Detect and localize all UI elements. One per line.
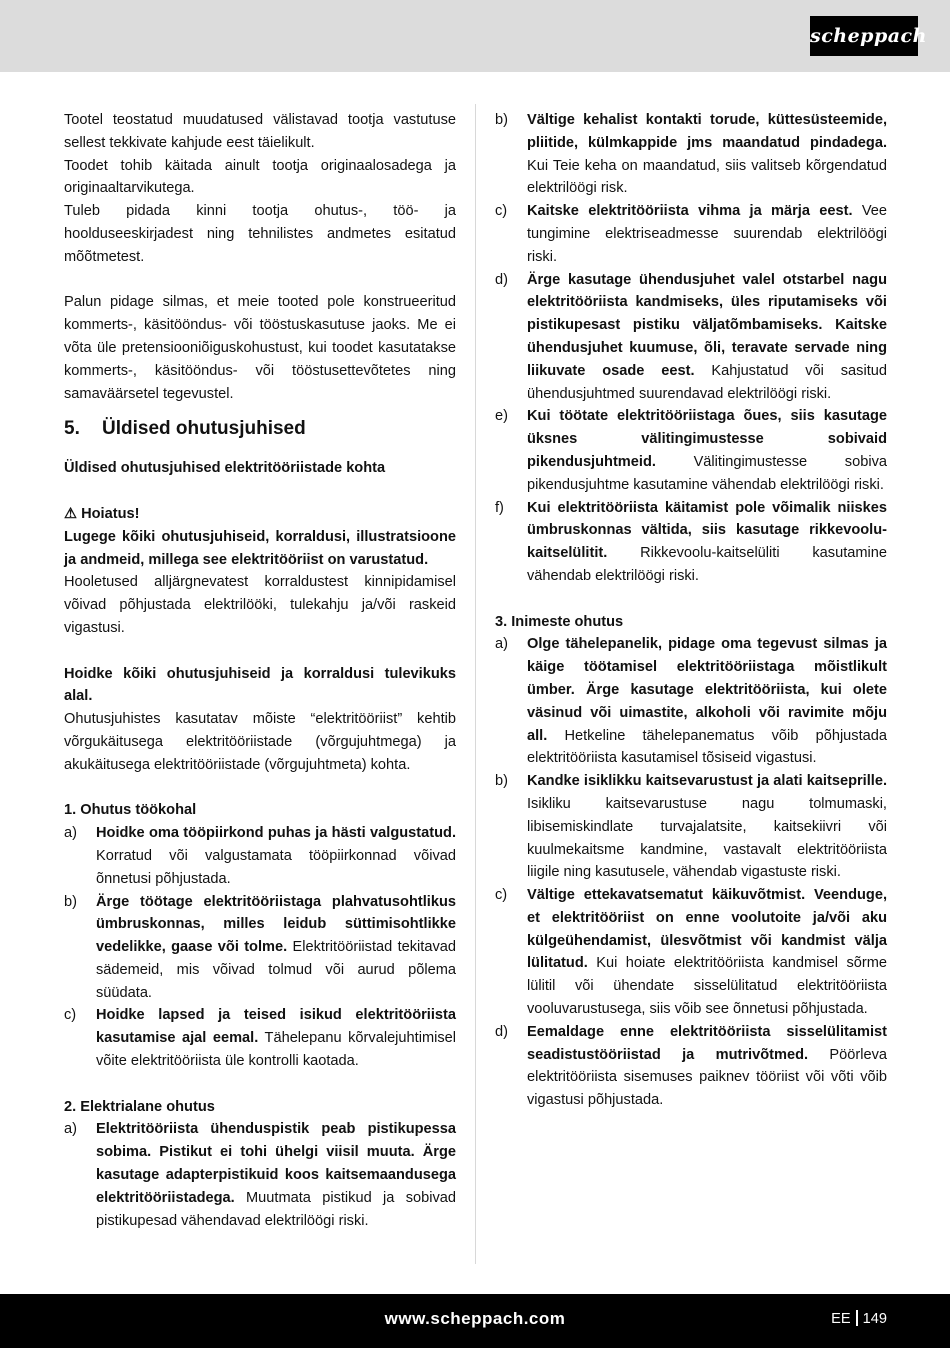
keep-instructions-bold: Hoidke kõiki ohutusjuhiseid ja korraldusi tulevikuks alal. xyxy=(64,665,456,705)
column-divider xyxy=(475,104,476,1264)
header-bar xyxy=(0,0,950,72)
keep-instructions-text: Ohutusjuhistes kasutatav mõiste “elektritööriist” kehtib võrgukäitusega elektritööriistade (võrgujuhtmega) ja akukäitusega elektritööriistade (võrgujuhtmeta) kohta. xyxy=(64,711,456,773)
page-number: 149 xyxy=(862,1311,887,1327)
list-item: d) Ärge kasutage ühendusjuhet valel otstarbel nagu elektritööriista kandmiseks, üles riputamiseks või pistikupesast pistiku väljatõmbamiseks. Kaitske ühendusjuhet kuumuse, õli, teravate servade ning liikuvate osade eest. Kahjustatud või sasitud ühendusjuhtmed suurendavad elektrilöögi riski. xyxy=(495,271,887,402)
left-column xyxy=(64,109,456,1232)
footer-bar xyxy=(0,1294,950,1348)
website-link[interactable]: www.scheppach.com xyxy=(384,1309,566,1328)
notice-paragraph: Palun pidage silmas, et meie tooted pole konstrueeritud kommerts-, käsitööndus- või tööstuskasutuse jaoks. Me ei võta üle pretensiooniõiguskohustust, kui toodet kasutatakse kommerts-, käsitööndus- või tööstusettevõtetes ning samaväärsetel tegevustel. xyxy=(64,294,456,402)
workplace-heading: 1. Ohutus töökohal xyxy=(64,802,197,819)
list-item: a) Elektritööriista ühenduspistik peab pistikupessa sobima. Pistikut ei tohi ühelgi viisil muuta. Ärge kasutage adapterpistikuid koos kaitsemaandusega elektritööriistadega. Muutmata pistikud ja sobivad pistikupesad vähendavad elektrilöögi riski. xyxy=(64,1121,456,1229)
section-heading xyxy=(64,415,456,443)
warning-text: Hooletused alljärgnevatest korraldustest kinnipidamisel võivad põhjustada elektrilööki, tulekahju ja/või raskeid vigastusi. xyxy=(64,574,456,636)
brand-logo: scheppach xyxy=(810,16,918,56)
warning-label: Hoiatus! xyxy=(81,505,140,522)
general-heading: Üldised ohutusjuhised elektritööriistade kohta xyxy=(64,460,386,477)
intro-paragraph: Toodet tohib käitada ainult tootja originaalosadega ja originaaltarvikutega. xyxy=(64,157,456,197)
list-item: a) Hoidke oma tööpiirkond puhas ja hästi valgustatud. Korratud või valgustamata tööpiirkonnad võivad õnnetusi põhjustada. xyxy=(64,825,456,887)
language-code: EE xyxy=(831,1311,851,1327)
list-item: c) Hoidke lapsed ja teised isikud elektritööriista kasutamise ajal eemal. Tähelepanu kõrvalejuhtimisel võite elektritööriista üle kontrolli kaotada. xyxy=(64,1007,457,1070)
list-item: a) Olge tähelepanelik, pidage oma tegevust silmas ja käige töötamisel elektritööriistaga mõistlikult ümber. Ärge kasutage elektritööriista, kui olete väsinud või uimastite, alkoholi või ravimite mõju all. Hetkeline tähelepanematus võib põhjustada elektritööriista kasutamisel tõsiseid vigastusi. xyxy=(495,636,887,767)
list-item: c) Vältige ettekavatsematut käikuvõtmist. Veenduge, et elektritööriist on enne voolutoite ja/või aku külgeühendamist, ülesvõtmist või kandmist välja lülitatud. Kui hoiate elektritööriista kandmisel sõrme lülitil või ühendate sisselülitatud elektritööriista vooluvarustusega, siis võib see õnnetusi põhjustada. xyxy=(495,887,887,1018)
electrical-heading: 2. Elektrialane ohutus xyxy=(64,1098,215,1115)
list-item: f) Kui elektritööriista käitamist pole võimalik niiskes ümbruskonnas vältida, siis kasutage rikkevoolu-kaitselülitit. Rikkevoolu-kaitselüliti kasutamine vähendab elektrilöögi riski. xyxy=(495,499,887,584)
right-column xyxy=(495,109,887,1112)
warning-bold-text: Lugege kõiki ohutusjuhiseid, korraldusi, illustratsioone ja andmeid, millega see elektritööriist on varustatud. xyxy=(64,528,456,568)
warning-title xyxy=(64,503,456,526)
warning-icon: ⚠ xyxy=(64,505,78,522)
list-item: b) Vältige kehalist kontakti torude, küttesüsteemide, pliitide, külmkappide jms maandatud pindadega. Kui Teie keha on maandatud, siis valitseb kõrgendatud elektrilöögi risk. xyxy=(495,112,887,197)
list-item: e) Kui töötate elektritööriistaga õues, siis kasutage üksnes välitingimustesse sobivaid pikendusjuhtmeid. Välitingimustesse sobiva pikendusjuhtme kasutamine vähendab elektrilöögi riski. xyxy=(495,408,887,493)
intro-paragraph: Tootel teostatud muudatused välistavad tootja vastutuse sellest tekkivate kahjude eest täielikult. xyxy=(64,112,456,151)
list-item: b) Kandke isiklikku kaitsevarustust ja alati kaitseprille. Isikliku kaitsevarustuse nagu tolmumaski, libisemiskindlate turvajalatsite, kaitsekiivri või kuulmekaitsme kandmine, vastavalt elektritööriista liigile ning kasutusele, vähendab vigastuste riski. xyxy=(495,773,887,881)
section-title: Üldised ohutusjuhised xyxy=(102,418,306,440)
section-number: 5. xyxy=(64,418,80,440)
list-item: d) Eemaldage enne elektritööriista sisselülitamist seadistustööriistad ja mutrivõtmed. Pöörleva elektritööriista sisemuses paiknev tööriist või võti võib vigastusi põhjustada. xyxy=(495,1023,887,1109)
list-item: b) Ärge töötage elektritööriistaga plahvatusohtlikus ümbruskonnas, milles leidub süttimisohtlikke vedelikke, gaase või tolme. Elektritööriistad tekitavad sädemeid, mis võivad tolmud või aurud põlema süüdata. xyxy=(64,893,456,1001)
intro-paragraph: Tuleb pidada kinni tootja ohutus-, töö- ja hoolduseeskirjadest ning tehnilistes andmetes esitatud mõõtmetest. xyxy=(64,203,456,265)
page-indicator xyxy=(831,1310,887,1327)
separator xyxy=(856,1310,858,1326)
list-item: c) Kaitske elektritööriista vihma ja märja eest. Vee tungimine elektriseadmesse suurendab elektrilöögi riski. xyxy=(495,203,887,265)
people-heading: 3. Inimeste ohutus xyxy=(495,613,624,630)
